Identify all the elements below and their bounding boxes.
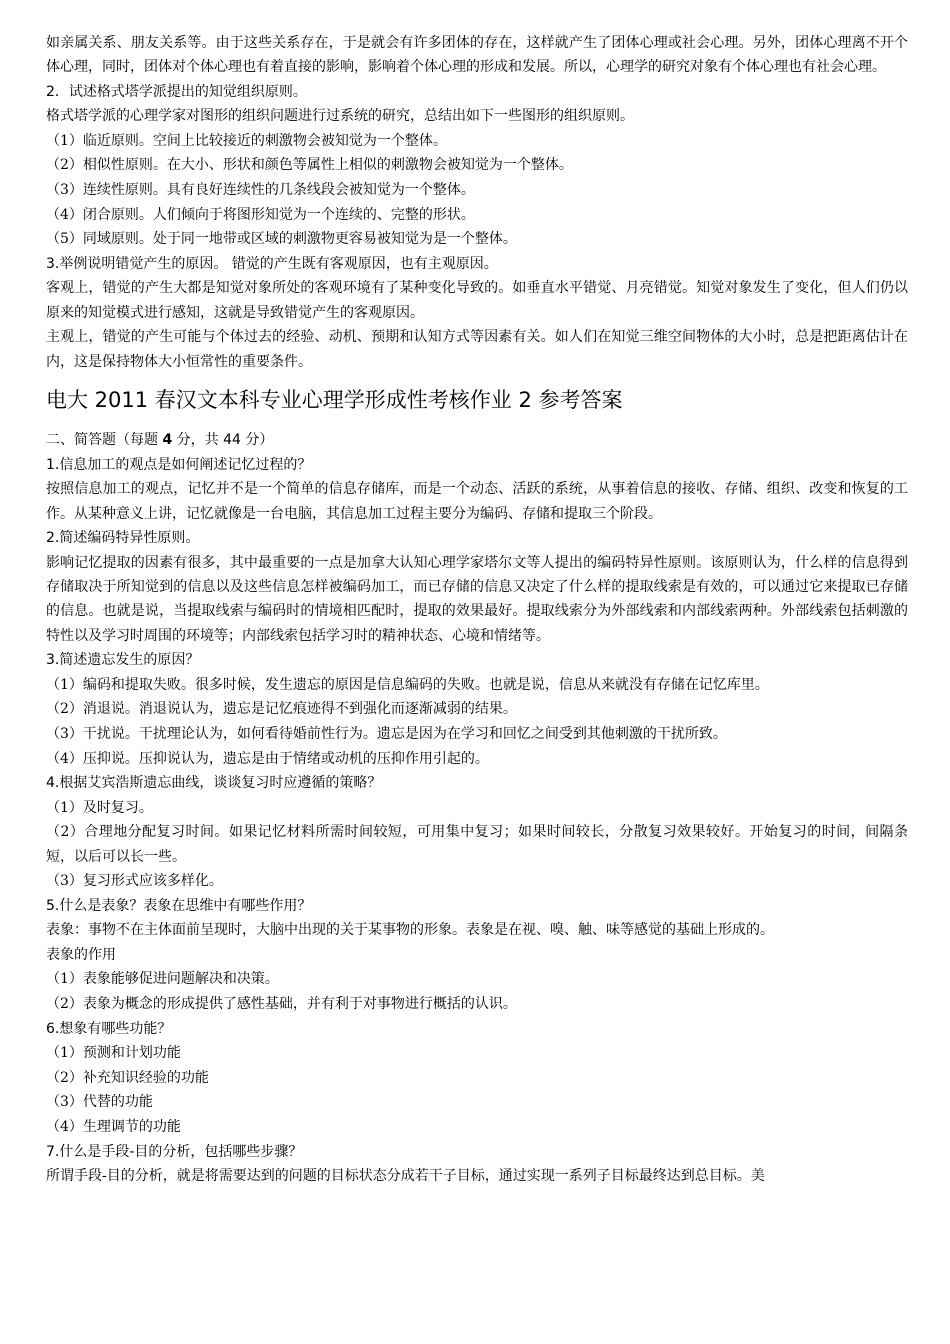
q3-title: 3.简述遗忘发生的原因？ xyxy=(46,652,200,669)
q5-paragraph: 表象：事物不在主体面前呈现时，大脑中出现的关于某事物的形象。表象是在视、嗅、触、味等感觉的基础上形成的。 xyxy=(46,922,774,939)
intro-paragraph: 如亲属关系、朋友关系等。由于这些关系存在，于是就会有许多团体的存在，这样就产生了团体心理或社会心理。另外，团体心理离不开个体心理，同时，团体对个体心理也有着直接的影响，影响着个体心理的形成和发展。所以，心理学的研究对象有个体心理也有社会心理。 xyxy=(46,35,908,76)
section-title-total: 44 xyxy=(223,432,241,448)
q7-paragraph: 所谓手段-目的分析，就是将需要达到的问题的目标状态分成若干子目标，通过实现一系列子目标最终达到总目标。美 xyxy=(46,1168,765,1185)
q5-subtitle: 表象的作用 xyxy=(46,946,116,963)
question-3-title: 3.举例说明错觉产生的原因。 错觉的产生既有客观原因，也有主观原因。 xyxy=(46,255,498,272)
list-item: （3）干扰说。干扰理论认为，如何看待婚前性行为。遗忘是因为在学习和回忆之间受到其他刺激的干扰所致。 xyxy=(46,726,727,742)
list-item: （4）闭合原则。人们倾向于将图形知觉为一个连续的、完整的形状。 xyxy=(46,206,475,223)
section-title-points: 4 xyxy=(162,432,173,448)
q6-title: 6.想象有哪些功能？ xyxy=(46,1020,172,1037)
q7-title: 7.什么是手段-目的分析，包括哪些步骤？ xyxy=(46,1143,303,1160)
question-3-paragraph-2: 主观上，错觉的产生可能与个体过去的经验、动机、预期和认知方式等因素有关。如人们在知觉三维空间物体的大小时，总是把距离估计在内，这是保持物体大小恒常性的重要条件。 xyxy=(46,329,908,370)
section-title-prefix: 二、简答题（每题 xyxy=(46,432,163,448)
q5-title: 5.什么是表象？表象在思维中有哪些作用？ xyxy=(46,897,312,914)
q2-paragraph: 影响记忆提取的因素有很多，其中最重要的一点是加拿大认知心理学家塔尔文等人提出的编码特异性原则。该原则认为，什么样的信息得到存储取决于所知觉到的信息以及这些信息怎样被编码加工，而已存储的信息又决定了什么样的提取线索是有效的，可以通过它来提取已存储的信息。也就是说，当提取线索与编码时的情境相匹配时，提取的效果最好。提取线索分为外部线索和内部线索两种。外部线索包括刺激的特性以及学习时周围的环境等；内部线索包括学习时的精神状态、心境和情绪等。 xyxy=(46,554,908,644)
list-item: （5）同域原则。处于同一地带或区域的刺激物更容易被知觉为是一个整体。 xyxy=(46,231,517,248)
q4-title: 4.根据艾宾浩斯遗忘曲线，谈谈复习时应遵循的策略？ xyxy=(46,775,382,792)
list-item: （3）连续性原则。具有良好连续性的几条线段会被知觉为一个整体。 xyxy=(46,182,475,198)
section-title-mid: 分，共 xyxy=(172,432,224,448)
list-item: （1）表象能够促进问题解决和决策。 xyxy=(46,971,279,988)
section-title xyxy=(46,428,908,453)
list-item: （2）表象为概念的形成提供了感性基础，并有利于对事物进行概括的认识。 xyxy=(46,995,517,1012)
list-item: （2）消退说。消退说认为，遗忘是记忆痕迹得不到强化而逐渐减弱的结果。 xyxy=(46,701,517,718)
list-item: （2）补充知识经验的功能 xyxy=(46,1069,209,1086)
list-item: （3）复习形式应该多样化。 xyxy=(46,873,223,890)
question-2-intro: 格式塔学派的心理学家对图形的组织问题进行过系统的研究，总结出如下一些图形的组织原则。 xyxy=(46,108,634,125)
document-heading: 电大 2011 春汉文本科专业心理学形成性考核作业 2 参考答案 xyxy=(46,388,623,412)
document-body xyxy=(46,31,908,1189)
question-2-title: 2．试述格式塔学派提出的知觉组织原则。 xyxy=(46,83,307,100)
list-item: （4）压抑说。压抑说认为，遗忘是由于情绪或动机的压抑作用引起的。 xyxy=(46,750,489,767)
question-3-paragraph-1: 客观上，错觉的产生大都是知觉对象所处的客观环境有了某种变化导致的。如垂直水平错觉、月亮错觉。知觉对象发生了变化，但人们仍以原来的知觉模式进行感知，这就是导致错觉产生的客观原因。 xyxy=(46,280,908,321)
list-item: （1）及时复习。 xyxy=(46,799,153,816)
list-item: （4）生理调节的功能 xyxy=(46,1118,181,1135)
list-item: （1）临近原则。空间上比较接近的刺激物会被知觉为一个整体。 xyxy=(46,132,447,149)
list-item: （3）代替的功能 xyxy=(46,1094,153,1111)
list-item: （1）编码和提取失败。很多时候，发生遗忘的原因是信息编码的失败。也就是说，信息从来就没有存储在记忆库里。 xyxy=(46,676,769,693)
q2-title: 2.简述编码特异性原则。 xyxy=(46,530,200,546)
list-item: （2）合理地分配复习时间。如果记忆材料所需时间较短，可用集中复习；如果时间较长，分散复习效果较好。开始复习的时间，间隔条短，以后可以长一些。 xyxy=(46,824,908,865)
q1-paragraph: 按照信息加工的观点，记忆并不是一个简单的信息存储库，而是一个动态、活跃的系统，从事着信息的接收、存储、组织、改变和恢复的工作。从某种意义上讲，记忆就像是一台电脑，其信息加工过程主要分为编码、存储和提取三个阶段。 xyxy=(46,481,908,522)
list-item: （2）相似性原则。在大小、形状和颜色等属性上相似的刺激物会被知觉为一个整体。 xyxy=(46,157,573,174)
list-item: （1）预测和计划功能 xyxy=(46,1045,181,1062)
q1-title: 1.信息加工的观点是如何阐述记忆过程的？ xyxy=(46,456,312,473)
section-title-suffix: 分） xyxy=(240,432,274,448)
